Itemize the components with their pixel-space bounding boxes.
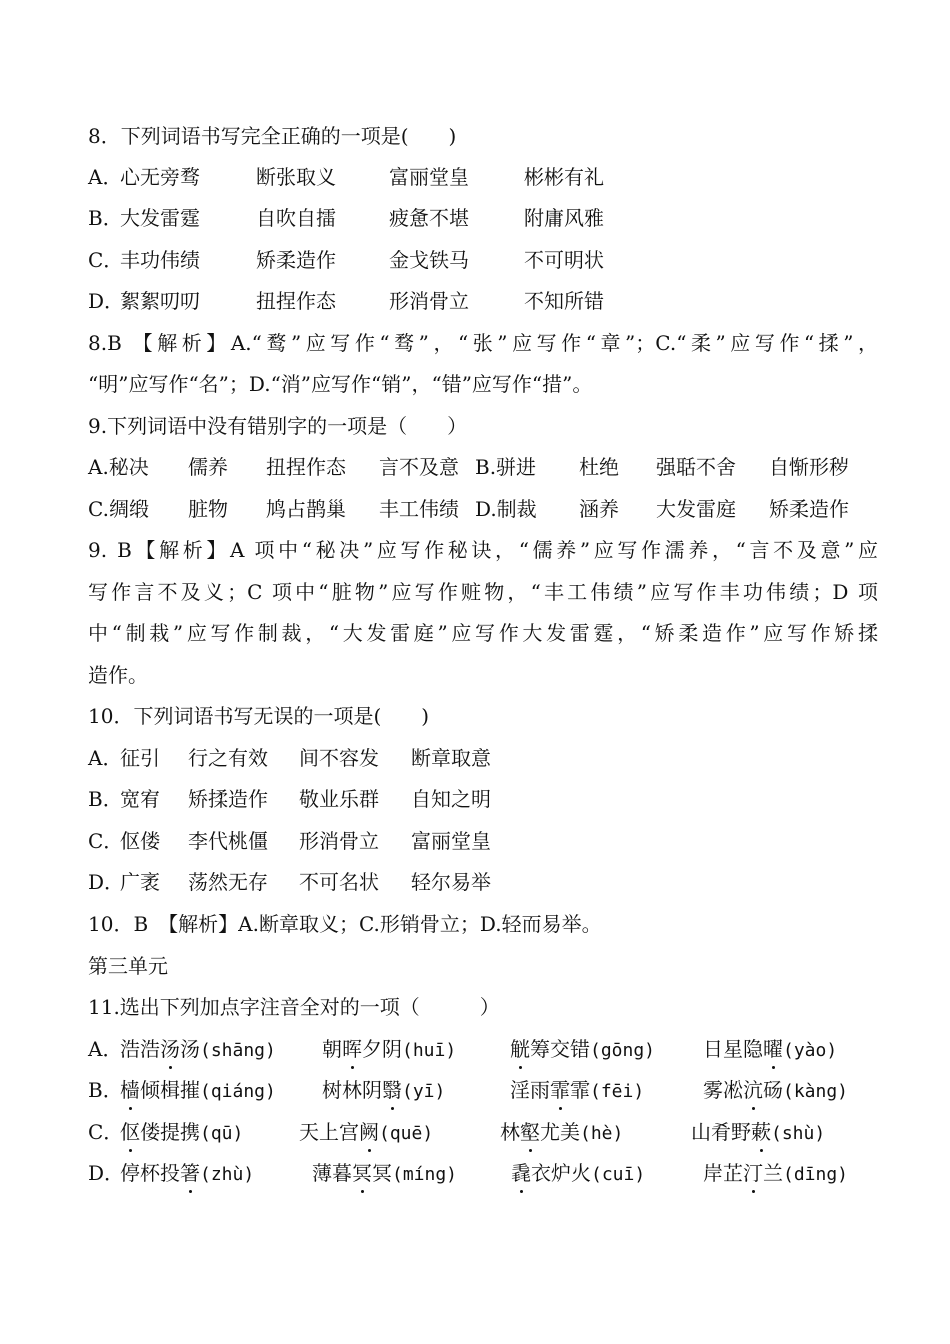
phrase-text: 日星隐	[703, 1037, 763, 1061]
option-word: 断张取义	[256, 165, 336, 189]
option-label: D．	[88, 1161, 125, 1185]
phrase-item	[703, 1075, 848, 1107]
option-label: C．	[88, 248, 124, 272]
option-word: 大发雷庭	[656, 497, 736, 521]
option-word: 矫揉造作	[188, 787, 268, 811]
pinyin: (yī)	[402, 1081, 446, 1102]
option-word: 涵养	[579, 497, 619, 521]
dotted-char: 冥	[352, 1158, 372, 1188]
phrase-text: 山肴野	[691, 1120, 751, 1144]
option-word: 金戈铁马	[389, 248, 469, 272]
option-word: 儒养	[188, 455, 228, 479]
phrase-text: 薄暮	[312, 1161, 352, 1185]
pinyin: (huī)	[402, 1040, 457, 1061]
phrase-text: 夕阴	[362, 1037, 402, 1061]
phrase-text: 砀	[763, 1078, 783, 1102]
option-word: 丰功伟绩	[120, 248, 200, 272]
option-word: 李代桃僵	[188, 829, 268, 853]
phrase-text: 冥	[372, 1161, 392, 1185]
option-word: 征引	[120, 746, 160, 770]
question-9-stem: 9.下列词语中没有错别字的一项是（ ）	[88, 414, 468, 438]
option-word: 荡然无存	[188, 870, 268, 894]
dotted-char: 箸	[180, 1158, 200, 1188]
dotted-char: 曜	[763, 1034, 783, 1064]
option-label: A．	[88, 1037, 123, 1061]
dotted-char: 霏	[550, 1075, 570, 1105]
phrase-text: 偻提携	[140, 1120, 200, 1144]
option-word: 丰工伟绩	[379, 497, 459, 521]
option-word: 疲惫不堪	[389, 206, 469, 230]
option-word: 彬彬有礼	[524, 165, 604, 189]
phrase-item	[703, 1034, 837, 1066]
option-word: 杜绝	[579, 455, 619, 479]
phrase-item	[510, 1034, 655, 1066]
option-word: 心无旁骛	[120, 165, 200, 189]
phrase-text: 淫雨	[510, 1078, 550, 1102]
question-8-answer-line: “明”应写作“名”；D.“消”应写作“销”，“错”应写作“措”。	[88, 372, 593, 396]
pinyin: (míng)	[392, 1164, 458, 1185]
question-9-answer-line: 造作。	[88, 663, 148, 687]
phrase-text: 朝	[322, 1037, 342, 1061]
option-word: 形消骨立	[389, 289, 469, 313]
option-word: 不知所错	[524, 289, 604, 313]
pinyin: (dīng)	[783, 1164, 849, 1185]
option-word: B.骈进	[475, 455, 537, 479]
option-word: 行之有效	[188, 746, 268, 770]
option-word: 扭捏作态	[256, 289, 336, 313]
option-word: 富丽堂皇	[411, 829, 491, 853]
pinyin: (yào)	[783, 1040, 838, 1061]
option-word: 敬业乐群	[299, 787, 379, 811]
option-word: 矫柔造作	[256, 248, 336, 272]
phrase-item	[510, 1075, 644, 1107]
phrase-text: 衣炉火	[531, 1161, 591, 1185]
phrase-item	[500, 1117, 623, 1149]
phrase-item	[120, 1117, 243, 1149]
phrase-text: 天上宫	[299, 1120, 359, 1144]
dotted-char: 伛	[120, 1117, 140, 1147]
option-word: 自惭形秽	[769, 455, 849, 479]
question-8-stem: 8．下列词语书写完全正确的一项是( )	[88, 124, 457, 148]
option-word: 大发雷霆	[120, 206, 200, 230]
option-word: 自吹自擂	[256, 206, 336, 230]
phrase-text: 兰	[763, 1161, 783, 1185]
option-word: 鸠占鹊巢	[266, 497, 346, 521]
dotted-char: 毳	[511, 1158, 531, 1188]
phrase-item	[120, 1158, 254, 1190]
dotted-char: 汤	[160, 1034, 180, 1064]
phrase-item	[691, 1117, 825, 1149]
dotted-char: 阙	[359, 1117, 379, 1147]
option-label: D．	[88, 289, 125, 313]
phrase-text: 汤	[180, 1037, 200, 1061]
pinyin: (shāng)	[200, 1040, 276, 1061]
phrase-item	[703, 1158, 848, 1190]
pinyin: (zhù)	[200, 1164, 255, 1185]
option-word: 脏物	[188, 497, 228, 521]
option-word: 言不及意	[379, 455, 459, 479]
option-label: B．	[88, 787, 123, 811]
phrase-item	[511, 1158, 645, 1190]
option-word: C.绸缎	[88, 497, 149, 521]
question-10-answer: 10．B 【解析】A.断章取义；C.形销骨立；D.轻而易举。	[88, 912, 602, 936]
phrase-item	[299, 1117, 433, 1149]
phrase-text: 树林阴	[322, 1078, 382, 1102]
dotted-char: 蔌	[751, 1117, 771, 1147]
phrase-text: 停杯投	[120, 1161, 180, 1185]
option-word: 不可名状	[299, 870, 379, 894]
phrase-item	[120, 1034, 276, 1066]
dotted-char: 翳	[382, 1075, 402, 1105]
dotted-char: 汀	[743, 1158, 763, 1188]
phrase-text: 浩浩	[120, 1037, 160, 1061]
option-word: D.制裁	[475, 497, 537, 521]
pinyin: (quē)	[379, 1123, 434, 1144]
phrase-text: 尤美	[540, 1120, 580, 1144]
question-8-answer-line: 8.B 【解析】A.“鹜”应写作“骛”，“张”应写作“章”；C.“柔”应写作“揉”，	[88, 331, 878, 355]
pinyin: (kàng)	[783, 1081, 849, 1102]
option-word: 广袤	[120, 870, 160, 894]
question-11-stem: 11.选出下列加点字注音全对的一项（ ）	[88, 995, 500, 1019]
option-word: 扭捏作态	[266, 455, 346, 479]
pinyin: (hè)	[580, 1123, 624, 1144]
option-label: A．	[88, 746, 123, 770]
option-word: 间不容发	[299, 746, 379, 770]
unit-title: 第三单元	[88, 954, 168, 978]
question-9-answer-line: 写作言不及义；C 项中“脏物”应写作赃物，“丰工伟绩”应写作丰功伟绩；D 项	[88, 580, 878, 604]
option-word: 不可明状	[524, 248, 604, 272]
dotted-char: 壑	[520, 1117, 540, 1147]
phrase-item	[322, 1075, 445, 1107]
phrase-item	[120, 1075, 276, 1107]
phrase-text: 霏	[570, 1078, 590, 1102]
question-9-answer-line: 9. B【解析】A 项中“秘决”应写作秘诀，“儒养”应写作濡养，“言不及意”应	[88, 538, 878, 562]
option-label: B．	[88, 1078, 123, 1102]
option-label: C．	[88, 829, 124, 853]
dotted-char: 觥	[510, 1034, 530, 1064]
phrase-text: 岸芷	[703, 1161, 743, 1185]
option-word: 自知之明	[411, 787, 491, 811]
pinyin: (cuī)	[591, 1164, 646, 1185]
option-word: 附庸风雅	[524, 206, 604, 230]
pinyin: (fēi)	[590, 1081, 645, 1102]
dotted-char: 晖	[342, 1034, 362, 1064]
option-word: 富丽堂皇	[389, 165, 469, 189]
option-word: 宽宥	[120, 787, 160, 811]
option-label: D．	[88, 870, 125, 894]
option-word: 轻尔易举	[411, 870, 491, 894]
option-word: 絮絮叨叨	[120, 289, 200, 313]
option-word: 断章取意	[411, 746, 491, 770]
option-word: 伛偻	[120, 829, 160, 853]
phrase-text: 倾楫摧	[140, 1078, 200, 1102]
dotted-char: 樯	[120, 1075, 140, 1105]
phrase-text: 雾凇	[703, 1078, 743, 1102]
option-word: 强聒不舍	[656, 455, 736, 479]
option-word: 矫柔造作	[769, 497, 849, 521]
pinyin: (gōng)	[590, 1040, 656, 1061]
pinyin: (qiáng)	[200, 1081, 276, 1102]
dotted-char: 沆	[743, 1075, 763, 1105]
option-word: A.秘决	[88, 455, 149, 479]
question-9-answer-line: 中“制栽”应写作制裁，“大发雷庭”应写作大发雷霆，“矫柔造作”应写作矫揉	[88, 621, 878, 645]
option-label: A．	[88, 165, 123, 189]
pinyin: (qū)	[200, 1123, 244, 1144]
option-word: 形消骨立	[299, 829, 379, 853]
option-label: C．	[88, 1120, 124, 1144]
phrase-text: 筹交错	[530, 1037, 590, 1061]
phrase-item	[322, 1034, 456, 1066]
question-10-stem: 10．下列词语书写无误的一项是( )	[88, 704, 430, 728]
pinyin: (shù)	[771, 1123, 826, 1144]
phrase-item	[312, 1158, 457, 1190]
phrase-text: 林	[500, 1120, 520, 1144]
option-label: B．	[88, 206, 123, 230]
